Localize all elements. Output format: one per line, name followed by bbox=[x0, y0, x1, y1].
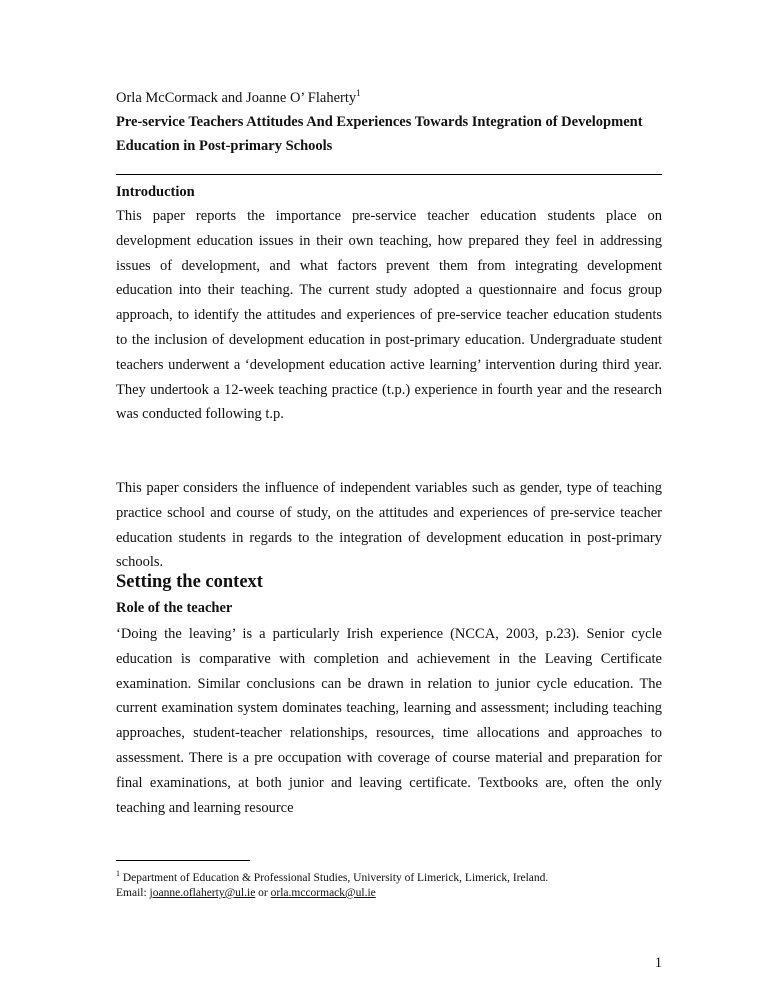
footnote-number: 1 bbox=[116, 869, 120, 878]
title-divider bbox=[116, 174, 662, 175]
footnote-affiliation: Department of Education & Professional Studies, University of Limerick, Limerick, Ireland. bbox=[122, 871, 549, 884]
subsection-heading: Role of the teacher bbox=[116, 600, 233, 616]
author-line bbox=[116, 88, 361, 108]
intro-paragraph-1: This paper reports the importance pre-service teacher education students place on development education issues in their own teaching, how prepared they feel in addressing issues of development, and what factors prevent them from integrating development education into their teaching. The current study adopted a questionnaire and focus group approach, to identify the attitudes and experiences of pre-service teacher education students to the inclusion of development education in post-primary education. Undergraduate student teachers underwent a ‘development education active learning’ intervention during third year. They undertook a 12-week teaching practice (t.p.) experience in fourth year and the research was conducted following t.p. bbox=[116, 208, 662, 423]
footnote-mark: 1 bbox=[356, 88, 361, 99]
footnote-divider bbox=[116, 860, 250, 861]
context-paragraph: ‘Doing the leaving’ is a particularly Irish experience (NCCA, 2003, p.23). Senior cycle education is comparative with completion and achievement in the Leaving Certificate examination. Similar conclusions can be drawn in relation to junior cycle education. The current examination system dominates teaching, learning and assessment; including teaching approaches, student-teacher relationships, resources, time allocations and approaches to assessment. There is a pre occupation with coverage of course material and preparation for final examinations, at both junior and leaving certificate. Textbooks are, often the only teaching and learning resource bbox=[116, 626, 662, 816]
intro-heading: Introduction bbox=[116, 184, 195, 200]
email-label: Email: bbox=[116, 886, 147, 899]
email-link-oflaherty[interactable]: joanne.oflaherty@ul.ie bbox=[149, 886, 256, 899]
email-or: or bbox=[258, 886, 268, 899]
footnote bbox=[116, 866, 662, 901]
paper-title: Pre-service Teachers Attitudes And Experiences Towards Integration of Development Education in Post-primary Schools bbox=[116, 114, 643, 154]
email-link-mccormack[interactable]: orla.mccormack@ul.ie bbox=[270, 886, 376, 899]
section-heading: Setting the context bbox=[116, 572, 263, 592]
page-number: 1 bbox=[654, 955, 662, 971]
intro-paragraph-2: This paper considers the influence of independent variables such as gender, type of teaching practice school and course of study, on the attitudes and experiences of pre-service teacher education students in regards to the integration of development education in post-primary schools. bbox=[116, 480, 662, 571]
authors: Orla McCormack and Joanne O’ Flaherty bbox=[116, 90, 357, 106]
